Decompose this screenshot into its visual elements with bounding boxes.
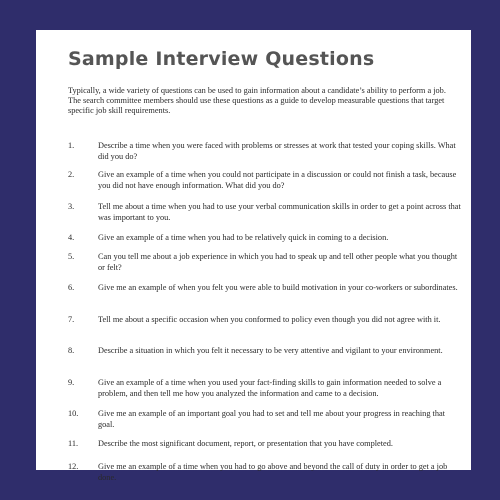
question-number: 7. bbox=[68, 315, 75, 324]
question-number: 11. bbox=[68, 439, 79, 448]
question-text: Give me an example of when you felt you were able to build motivation in your co-workers or subordinates. bbox=[98, 283, 458, 292]
question-number: 6. bbox=[68, 283, 75, 292]
intro-paragraph: Typically, a wide variety of questions can be used to gain information about a candidate’s ability to perform a job. The search committee members should use these questions as a guide to develop measurable questions that target specific job skill requirements. bbox=[68, 86, 446, 115]
question-text: Give me an example of an important goal you had to set and tell me about your progress in reaching that goal. bbox=[98, 409, 445, 429]
question-item bbox=[68, 283, 463, 294]
question-item bbox=[68, 233, 463, 244]
question-number: 4. bbox=[68, 233, 75, 242]
question-number: 5. bbox=[68, 252, 75, 261]
page-title: Sample Interview Questions bbox=[68, 48, 375, 70]
question-text: Give me an example of a time when you had to go above and beyond the call of duty in order to get a job done. bbox=[98, 462, 448, 482]
question-text: Describe the most significant document, report, or presentation that you have completed. bbox=[98, 439, 393, 448]
question-item bbox=[68, 252, 463, 273]
question-number: 9. bbox=[68, 378, 75, 387]
question-text: Give an example of a time when you could not participate in a discussion or could not finish a task, because you did not have enough information. What did you do? bbox=[98, 170, 457, 190]
question-item bbox=[68, 346, 463, 357]
question-number: 10. bbox=[68, 409, 79, 418]
question-item bbox=[68, 202, 463, 223]
question-text: Give an example of a time when you used your fact-finding skills to gain information needed to solve a problem, and then tell me how you analyzed the information and came to a decision. bbox=[98, 378, 442, 398]
question-text: Give an example of a time when you had to be relatively quick in coming to a decision. bbox=[98, 233, 389, 242]
question-item bbox=[68, 141, 463, 162]
question-item bbox=[68, 409, 463, 430]
question-number: 12. bbox=[68, 462, 79, 471]
question-text: Describe a time when you were faced with problems or stresses at work that tested your coping skills. What did you do? bbox=[98, 141, 456, 161]
question-number: 3. bbox=[68, 202, 75, 211]
question-number: 2. bbox=[68, 170, 75, 179]
question-text: Tell me about a specific occasion when you conformed to policy even though you did not agree with it. bbox=[98, 315, 441, 324]
question-number: 8. bbox=[68, 346, 75, 355]
question-number: 1. bbox=[68, 141, 75, 150]
question-item bbox=[68, 315, 463, 326]
question-item bbox=[68, 439, 463, 450]
question-text: Describe a situation in which you felt it necessary to be very attentive and vigilant to your environment. bbox=[98, 346, 443, 355]
document-page bbox=[36, 30, 471, 482]
question-item bbox=[68, 170, 463, 191]
question-item bbox=[68, 378, 463, 399]
question-text: Can you tell me about a job experience in which you had to speak up and tell other people what you thought or felt? bbox=[98, 252, 458, 272]
question-text: Tell me about a time when you had to use your verbal communication skills in order to get a point across that was important to you. bbox=[98, 202, 461, 222]
question-item bbox=[68, 462, 463, 483]
